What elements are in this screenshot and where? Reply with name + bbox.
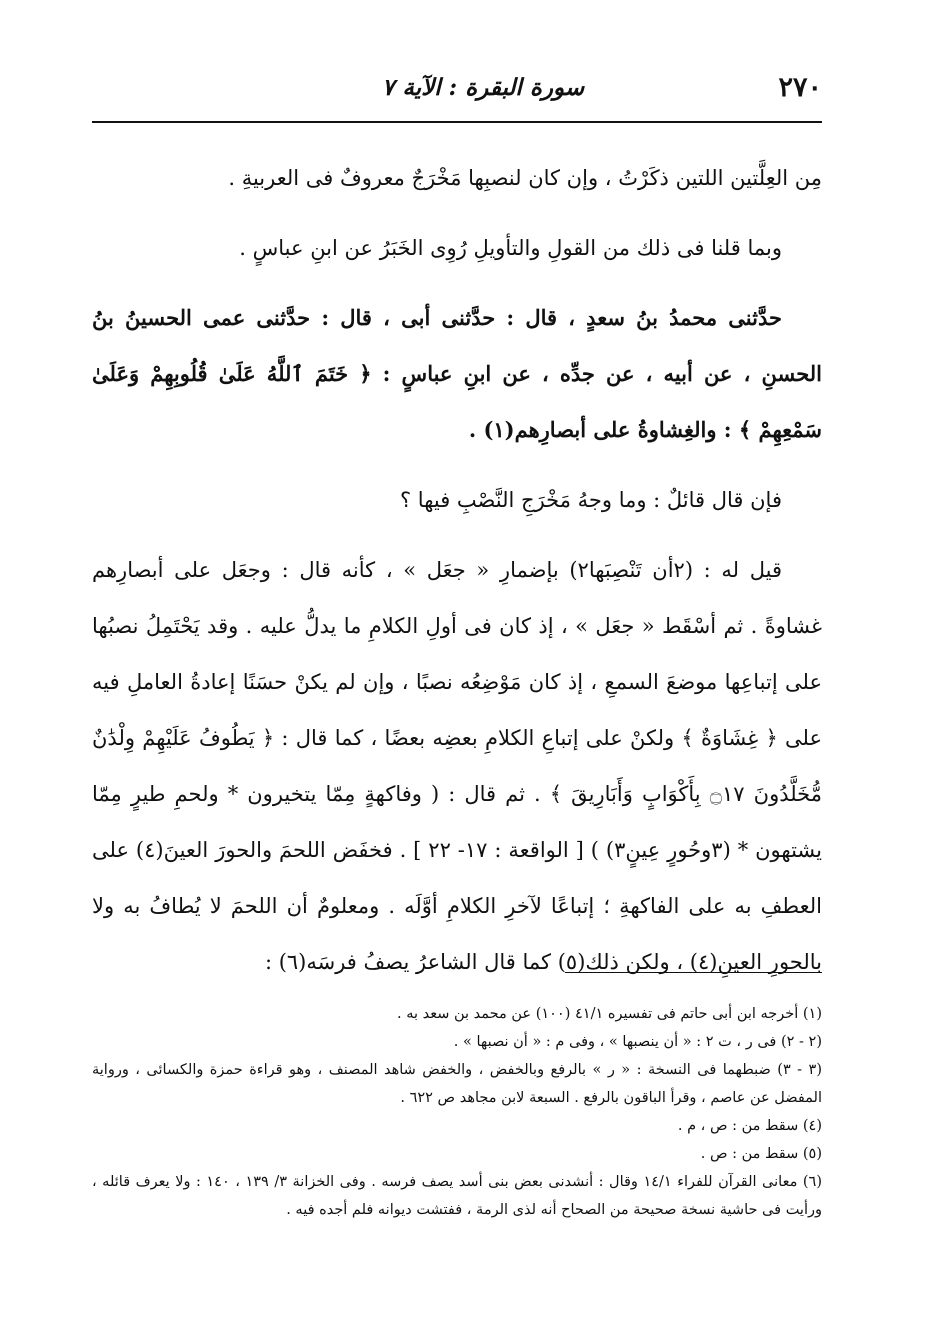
paragraph: وبما قلنا فى ذلك من القولِ والتأويلِ رُوِى الخَبَرُ عن ابنِ عباسٍ . — [239, 236, 782, 260]
footnote: (٣ - ٣) ضبطهما فى النسخة : « ر » بالرفع وبالخفض ، والخفض شاهد المصنف ، وهو قراءة حمزة والكسائى ، ورواية المفضل عن عاصم ، وقرأ الباقون بالرفع . السبعة لابن مجاهد ص ٦٢٢ . — [92, 1062, 823, 1106]
footnote: (٥) سقط من : ص . — [700, 1146, 822, 1162]
footnote-divider — [565, 972, 822, 973]
footnote: (٦) معانى القرآن للفراء ١٤/١ وقال : أنشدنى بعض بنى أسد يصف فرسه . وفى الخزانة ٣/ ١٣٩ ، ١٤٠ : ولا يعرف قائله ، ورأيت فى حاشية نسخة صحيحة من الصحاح أنه لذى الرمة ، ففتشت ديوانه فلم أجده فيه . — [92, 1174, 822, 1218]
footnote: (١) أخرجه ابن أبى حاتم فى تفسيره ٤١/١ (١٠٠) عن محمد بن سعد به . — [396, 1006, 822, 1022]
isnad-paragraph: حدَّثنى محمدُ بنُ سعدٍ ، قال : حدَّثنى أبى ، قال : حدَّثنى عمى الحسينُ بنُ الحسنِ ، عن أبيه ، عن جدِّه ، عن ابنِ عباسٍ : ﴿ خَتَمَ ٱللَّهُ عَلَىٰ قُلُوبِهِمْ وَعَلَىٰ سَمْعِهِمْ ﴾ : والغِشاوةُ على أبصارِهم(١) . — [92, 305, 822, 442]
paragraph: مِن العِلَّتين اللتين ذكَرْتُ ، وإن كان لنصبِها مَخْرَجٌ معروفٌ فى العربيةِ . — [228, 166, 822, 190]
footnote: (٤) سقط من : ص ، م . — [677, 1118, 822, 1134]
running-title: سورة البقرة : الآية ٧ — [382, 74, 585, 101]
header-divider — [92, 121, 822, 123]
paragraph: قيل له : (٢أن تَنْصِبَها٢) بإضمارِ « جعَل » ، كأنه قال : وجعَل على أبصارِهم غشاوةً . ثم أسْقَط « جعَل » ، إذ كان فى أولِ الكلامِ ما يدلُّ عليه . وقد يَحْتَمِلُ نصبُها على إتباعِها موضعَ السمعِ ، إذ كان مَوْضِعُه نصبًا ، وإن لم يكنْ حسَنًا إعادةُ العاملِ فيه على ﴿ غِشَاوَةٌ ﴾ ولكنْ على إتباعِ الكلامِ بعضِه بعضًا ، كما قال : ﴿ يَطُوفُ عَلَيْهِمْ وِلْدَٰنٌ مُّخَلَّدُونَ ۝١٧ بِأَكْوَابٍ وَأَبَارِيقَ ﴾ . ثم قال : ( وفاكهةٍ مِمّا يتخيرون * ولحمِ طيرٍ مِمّا يشتهون * (٣وحُورٍ عِينٍ٣) ) [ الواقعة : ١٧- ٢٢ ] . فخفَض اللحمَ والحورَ العينَ(٤) على العطفِ به على الفاكهةِ ؛ إتباعًا لآخرِ الكلامِ أوَّلَه . ومعلومٌ أن اللحمَ لا يُطافُ به ولا بالحورِ العينِ(٤) ، ولكن ذلك(٥) كما قال الشاعرُ يصفُ فرسَه(٦) : — [92, 558, 822, 974]
footnotes — [92, 1000, 822, 1224]
page-number: ٢٧٠ — [778, 72, 822, 103]
main-text — [92, 150, 822, 1004]
footnote: (٢ - ٢) فى ر ، ت ٢ : « أن ينصبها » ، وفى م : « أن نصبها » . — [453, 1034, 822, 1050]
page-header — [92, 68, 822, 108]
paragraph: فإن قال قائلٌ : وما وجهُ مَخْرَجِ النَّصْبِ فيها ؟ — [399, 488, 782, 512]
